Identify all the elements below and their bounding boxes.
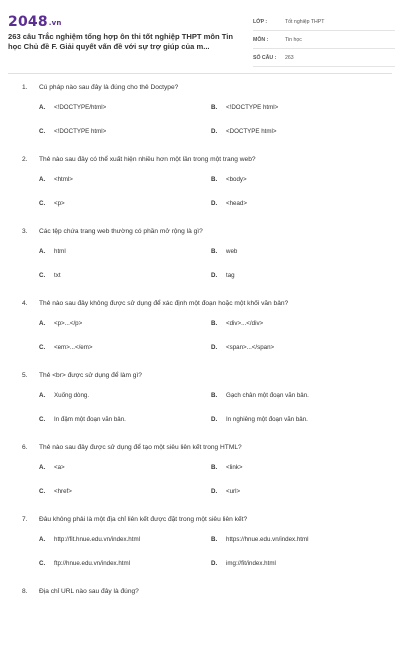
logo-suffix: .vn [48, 19, 62, 27]
question-stem [22, 588, 139, 595]
option-key: A. [39, 392, 46, 399]
answer-option[interactable] [211, 320, 263, 327]
question-number: 1. [22, 84, 28, 91]
question-text: Thẻ nào sau đây được sử dụng để tạo một siêu liên kết trong HTML? [39, 444, 242, 451]
option-key: C. [39, 200, 46, 207]
question-item [0, 152, 400, 224]
answer-option[interactable] [39, 128, 106, 135]
option-key: D. [211, 488, 218, 495]
question-stem [22, 516, 247, 523]
answer-option[interactable] [211, 176, 247, 183]
option-key: D. [211, 128, 218, 135]
answer-option[interactable] [39, 392, 89, 399]
option-key: C. [39, 128, 46, 135]
option-text: In nghiêng một đoạn văn bản. [226, 416, 308, 423]
answer-option[interactable] [39, 248, 66, 255]
option-text: <p> [54, 200, 65, 207]
meta-key: MÔN : [253, 36, 269, 43]
option-text: <DOCTYPE html> [226, 128, 277, 135]
question-stem [22, 444, 242, 451]
option-key: D. [211, 272, 218, 279]
option-key: C. [39, 344, 46, 351]
option-key: C. [39, 560, 46, 567]
meta-key: LỚP : [253, 18, 268, 25]
answer-option[interactable] [39, 320, 82, 327]
question-stem [22, 300, 288, 307]
option-key: A. [39, 320, 46, 327]
option-text: <href> [54, 488, 72, 495]
question-item [0, 224, 400, 296]
meta-row-subject [253, 31, 395, 49]
question-stem [22, 84, 178, 91]
answer-option[interactable] [39, 104, 106, 111]
answer-option[interactable] [39, 536, 140, 543]
option-key: B. [211, 248, 218, 255]
option-key: A. [39, 464, 46, 471]
answer-option[interactable] [39, 176, 73, 183]
option-text: <span>...</span> [226, 344, 275, 351]
question-text: Thẻ nào sau đây không được sử dụng để xác định một đoạn hoặc một khối văn bản? [39, 300, 289, 307]
option-key: A. [39, 248, 46, 255]
question-list [0, 80, 400, 656]
option-key: C. [39, 416, 46, 423]
meta-value: Tin học [285, 36, 302, 43]
page-header [0, 0, 400, 70]
answer-option[interactable] [211, 248, 237, 255]
option-text: <!DOCTYPE html> [54, 128, 107, 135]
answer-option[interactable] [211, 560, 276, 567]
option-text: Gạch chân một đoạn văn bản. [226, 392, 309, 399]
option-text: <!DOCTYPE html> [226, 104, 279, 111]
option-key: B. [211, 536, 218, 543]
meta-key: SỐ CÂU : [253, 54, 277, 61]
option-key: B. [211, 104, 218, 111]
answer-option[interactable] [39, 200, 65, 207]
option-text: <div>...</div> [226, 320, 264, 327]
option-text: ftp://hnue.edu.vn/index.html [54, 560, 131, 567]
answer-option[interactable] [211, 344, 274, 351]
question-item [0, 440, 400, 512]
option-text: <head> [226, 200, 247, 207]
option-key: B. [211, 392, 218, 399]
question-item [0, 368, 400, 440]
question-number: 5. [22, 372, 28, 379]
question-number: 7. [22, 516, 28, 523]
question-item [0, 80, 400, 152]
question-number: 2. [22, 156, 28, 163]
option-text: <url> [226, 488, 241, 495]
meta-value: Tốt nghiệp THPT [285, 18, 325, 25]
question-text: Đâu không phải là một địa chỉ liên kết được đặt trong một siêu liên kết? [39, 516, 248, 523]
question-item [0, 584, 400, 656]
question-text: Cú pháp nào sau đây là đúng cho thẻ Doctype? [39, 84, 179, 91]
answer-option[interactable] [211, 200, 247, 207]
meta-row-class [253, 13, 395, 31]
option-text: Xuống dòng. [54, 392, 90, 399]
answer-option[interactable] [211, 416, 308, 423]
option-text: tag [226, 272, 235, 279]
question-stem [22, 228, 203, 235]
option-key: D. [211, 560, 218, 567]
page-title: 263 câu Trắc nghiệm tổng hợp ôn thi tốt nghiệp THPT môn Tin học Chủ đề F. Giải quyết vấn đề với sự trợ giúp của m... [8, 32, 234, 51]
option-text: <a> [54, 464, 65, 471]
option-text: In đậm một đoạn văn bản. [54, 416, 126, 423]
option-text: <em>...</em> [54, 344, 93, 351]
question-number: 3. [22, 228, 28, 235]
answer-option[interactable] [211, 536, 309, 543]
answer-option[interactable] [39, 416, 126, 423]
option-key: C. [39, 488, 46, 495]
option-key: B. [211, 320, 218, 327]
answer-option[interactable] [39, 344, 93, 351]
question-text: Địa chỉ URL nào sau đây là đúng? [39, 588, 139, 595]
answer-option[interactable] [39, 488, 72, 495]
question-text: Các tệp chứa trang web thường có phần mở rộng là gì? [39, 228, 203, 235]
option-text: <html> [54, 176, 73, 183]
answer-option[interactable] [211, 104, 278, 111]
meta-value: 263 [285, 54, 294, 61]
answer-option[interactable] [211, 488, 240, 495]
option-key: A. [39, 176, 46, 183]
option-text: html [54, 248, 66, 255]
option-key: D. [211, 200, 218, 207]
question-stem [22, 156, 256, 163]
answer-option[interactable] [39, 464, 65, 471]
quiz-meta [253, 13, 395, 67]
option-text: txt [54, 272, 61, 279]
question-item [0, 512, 400, 584]
answer-option[interactable] [211, 464, 243, 471]
option-key: B. [211, 176, 218, 183]
option-text: web [226, 248, 238, 255]
header-divider [8, 73, 392, 74]
answer-option[interactable] [211, 272, 235, 279]
option-key: A. [39, 104, 46, 111]
option-text: http://fit.hnue.edu.vn/index.html [54, 536, 140, 543]
option-key: D. [211, 416, 218, 423]
option-key: B. [211, 464, 218, 471]
logo-text: 2048 [8, 14, 48, 30]
option-text: https://hnue.edu.vn/index.html [226, 536, 309, 543]
question-number: 6. [22, 444, 28, 451]
question-text: Thẻ nào sau đây có thể xuất hiện nhiều hơn một lần trong một trang web? [39, 156, 256, 163]
question-stem [22, 372, 142, 379]
option-key: D. [211, 344, 218, 351]
answer-option[interactable] [211, 392, 309, 399]
answer-option[interactable] [211, 128, 277, 135]
meta-row-count [253, 49, 395, 67]
option-text: <!DOCTYPE/html> [54, 104, 107, 111]
option-text: img://fit/index.html [226, 560, 276, 567]
question-number: 8. [22, 588, 28, 595]
site-logo[interactable] [8, 14, 62, 30]
question-text: Thẻ <br> được sử dụng để làm gì? [39, 372, 142, 379]
option-text: <body> [226, 176, 247, 183]
option-key: C. [39, 272, 46, 279]
option-text: <link> [226, 464, 243, 471]
option-key: A. [39, 536, 46, 543]
question-item [0, 296, 400, 368]
answer-option[interactable] [39, 272, 61, 279]
answer-option[interactable] [39, 560, 130, 567]
question-number: 4. [22, 300, 28, 307]
option-text: <p>...</p> [54, 320, 83, 327]
